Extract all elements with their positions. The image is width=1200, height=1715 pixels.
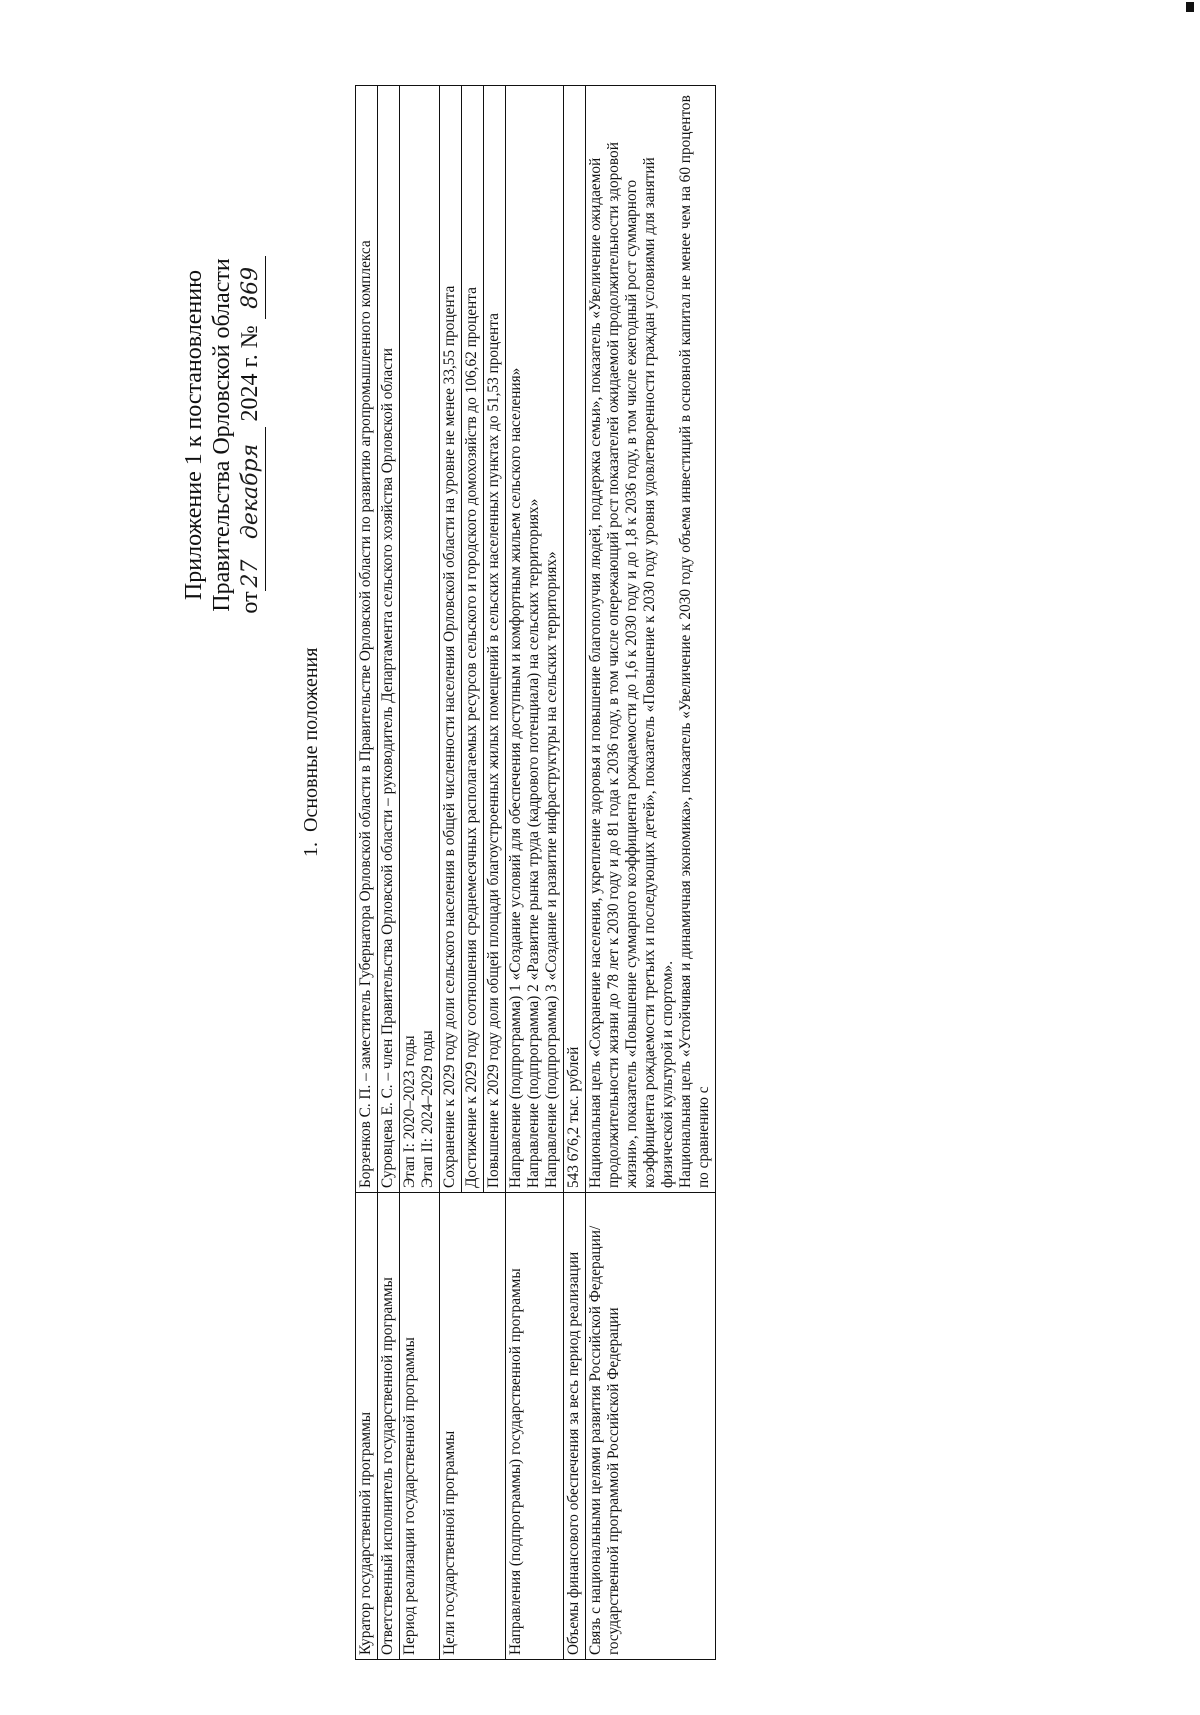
year-text: 2024 г. № (237, 325, 263, 422)
document-header (180, 225, 266, 645)
goal-item: Повышение к 2029 году доли общей площади благоустроенных жилых помещений в сельских населенных пунктах до 51,53 процента (484, 86, 506, 1193)
header-government-line: Правительства Орловской области (209, 258, 235, 612)
table-row (400, 86, 440, 1660)
main-provisions-table (355, 85, 716, 1660)
row-value: Суровцева Е. С. – член Правительства Орловской области – руководитель Департамента сельского хозяйства Орловской области (378, 86, 400, 1193)
row-label: Цели государственной программы (440, 1193, 506, 1660)
table-row (506, 86, 564, 1660)
table-row (440, 86, 462, 1660)
national-goal-paragraph: Национальная цель «Сохранение населения, укрепление здоровья и повышение благополучия людей, поддержка семьи», показатель «Увеличение ожидаемой продолжительности жизни до 78 лет к 2030 году и до 81 года к 2036 году, в том числе опережающий рост показателей ожидаемой продолжительности здоровой жизни», показатель «Повышение суммарного коэффициента рождаемости до 1,6 к 2030 году и до 1,8 к 2036 году, в том числе ежегодный рост суммарного коэффициента рождаемости третьих и последующих детей», показатель «Повышение к 2030 году уровня удовлетворенности граждан условиями для занятий физической культурой и спортом». (587, 142, 676, 1188)
goal-item: Достижение к 2029 году соотношения среднемесячных располагаемых ресурсов сельского и городского домохозяйств до 106,62 процента (462, 86, 484, 1193)
section-title (300, 648, 323, 857)
row-label: Направления (подпрограммы) государственной программы (506, 1193, 564, 1660)
handwritten-month: декабря (237, 427, 266, 555)
handwritten-day: 27 (237, 555, 266, 591)
header-date-line (236, 225, 266, 645)
direction-line: Направление (подпрограмма) 3 «Создание и развитие инфраструктуры на сельских территориях» (543, 551, 560, 1188)
direction-line: Направление (подпрограмма) 1 «Создание условий для обеспечения доступным и комфортным жильем сельского населения» (507, 367, 524, 1188)
row-label: Куратор государственной программы (356, 1193, 378, 1660)
stage-line: Этап I: 2020–2023 годы (401, 1035, 418, 1188)
date-prefix: от (237, 591, 263, 614)
row-value: 543 676,2 тыс. рублей (564, 86, 586, 1193)
table-row (586, 86, 716, 1660)
table-row (564, 86, 586, 1660)
goal-item: Сохранение к 2029 году доли сельского населения в общей численности населения Орловской области на уровне не менее 33,55 процента (440, 86, 462, 1193)
row-label: Связь с национальными целями развития Российской Федерации/ государственной программой Российской Федерации (586, 1193, 716, 1660)
section-number: 1. (300, 842, 322, 857)
scan-edge-mark (1186, 2, 1194, 12)
row-value: Борзенков С. П. – заместитель Губернатора Орловской области в Правительстве Орловской области по развитию агропромышленного комплекса (356, 86, 378, 1193)
table-row (378, 86, 400, 1660)
direction-line: Направление (подпрограмма) 2 «Развитие рынка труда (кадрового потенциала) на сельских территориях» (525, 498, 542, 1188)
row-label: Объемы финансового обеспечения за весь период реализации (564, 1193, 586, 1660)
stage-line: Этап II: 2024–2029 годы (419, 1030, 436, 1188)
handwritten-number: 869 (237, 256, 266, 319)
table-row (356, 86, 378, 1660)
row-value (400, 86, 440, 1193)
row-label: Ответственный исполнитель государственной программы (378, 1193, 400, 1660)
row-label: Период реализации государственной программы (400, 1193, 440, 1660)
row-value (586, 86, 716, 1193)
section-title-text: Основные положения (300, 647, 322, 832)
row-value (506, 86, 564, 1193)
header-appendix-line: Приложение 1 к постановлению (181, 269, 207, 601)
national-goal-paragraph: Национальная цель «Устойчивая и динамичная экономика», показатель «Увеличение к 2030 году объема инвестиций в основной капитал не менее чем на 60 процентов по сравнению с (677, 95, 712, 1188)
